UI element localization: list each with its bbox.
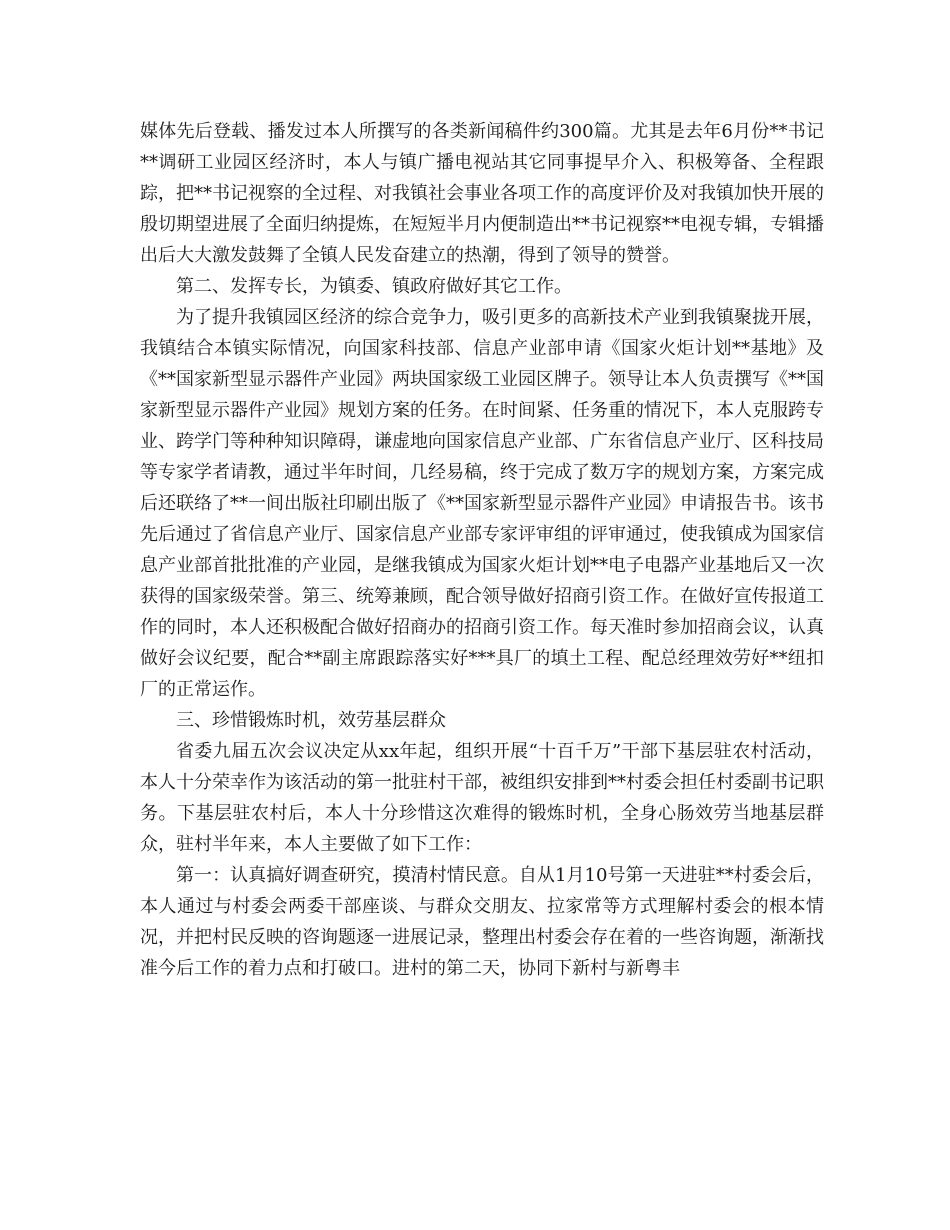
paragraph-village-activity: 省委九届五次会议决定从xx年起，组织开展“十百千万”干部下基层驻农村活动，本人十分荣幸作为该活动的第一批驻村干部，被组织安排到**村委会担任村委副书记职务。下基层驻农村后，本人十分珍惜这次难得的锻炼时机，全身心肠效劳当地基层群众，驻村半年来，本人主要做了如下工作：: [140, 741, 824, 855]
paragraph-industrial-park: 为了提升我镇园区经济的综合竞争力，吸引更多的高新技术产业到我镇聚拢开展，我镇结合本镇实际情况，向国家科技部、信息产业部申请《国家火炬计划**基地》及《**国家新型显示器件产业园》两块国家级工业园区牌子。领导让本人负责撰写《**国家新型显示器件产业园》规划方案的任务。在时间紧、任务重的情况下，本人克服跨专业、跨学门等种种知识障碍，谦虚地向国家信息产业部、广东省信息产业厅、区科技局等专家学者请教，通过半年时间，几经易稿，终于完成了数万字的规划方案，方案完成后还联络了**一间出版社印刷出版了《**国家新型显示器件产业园》申请报告书。该书先后通过了省信息产业厅、国家信息产业部专家评审组的评审通过，使我镇成为国家信息产业部首批批准的产业园，是继我镇成为国家火炬计划**电子电器产业基地后又一次获得的国家级荣誉。第三、统筹兼顾，配合领导做好招商引资工作。在做好宣传报道工作的同时，本人还积极配合做好招商办的招商引资工作。每天准时参加招商会议，认真做好会议纪要，配合**副主席跟踪落实好***具厂的填土工程、配总经理效劳好**纽扣厂的正常运作。: [140, 307, 824, 700]
paragraph-media-reports: 媒体先后登载、播发过本人所撰写的各类新闻稿件约300篇。尤其是去年6月份**书记**调研工业园区经济时，本人与镇广播电视站其它同事提早介入、积极筹备、全程跟踪，把**书记视察的全过程、对我镇社会事业各项工作的高度评价及对我镇加快开展的殷切期望进展了全面归纳提炼，在短短半月内便制造出**书记视察**电视专辑，专辑播出后大大激发鼓舞了全镇人民发奋建立的热潮，得到了领导的赞誉。: [140, 121, 824, 266]
document-page: [140, 116, 824, 984]
heading-third-grassroots: 三、珍惜锻炼时机，效劳基层群众: [176, 710, 446, 731]
paragraph-first-investigation: 第一：认真搞好调查研究，摸清村情民意。自从1月10号第一天进驻**村委会后，本人通过与村委会两委干部座谈、与群众交朋友、拉家常等方式理解村委会的根本情况，并把村民反映的咨询题逐一进展记录，整理出村委会存在着的一些咨询题，渐渐找准今后工作的着力点和打破口。进村的第二天，协同下新村与新粤丰: [140, 865, 824, 979]
heading-second-expertise: 第二、发挥专长，为镇委、镇政府做好其它工作。: [176, 276, 572, 297]
